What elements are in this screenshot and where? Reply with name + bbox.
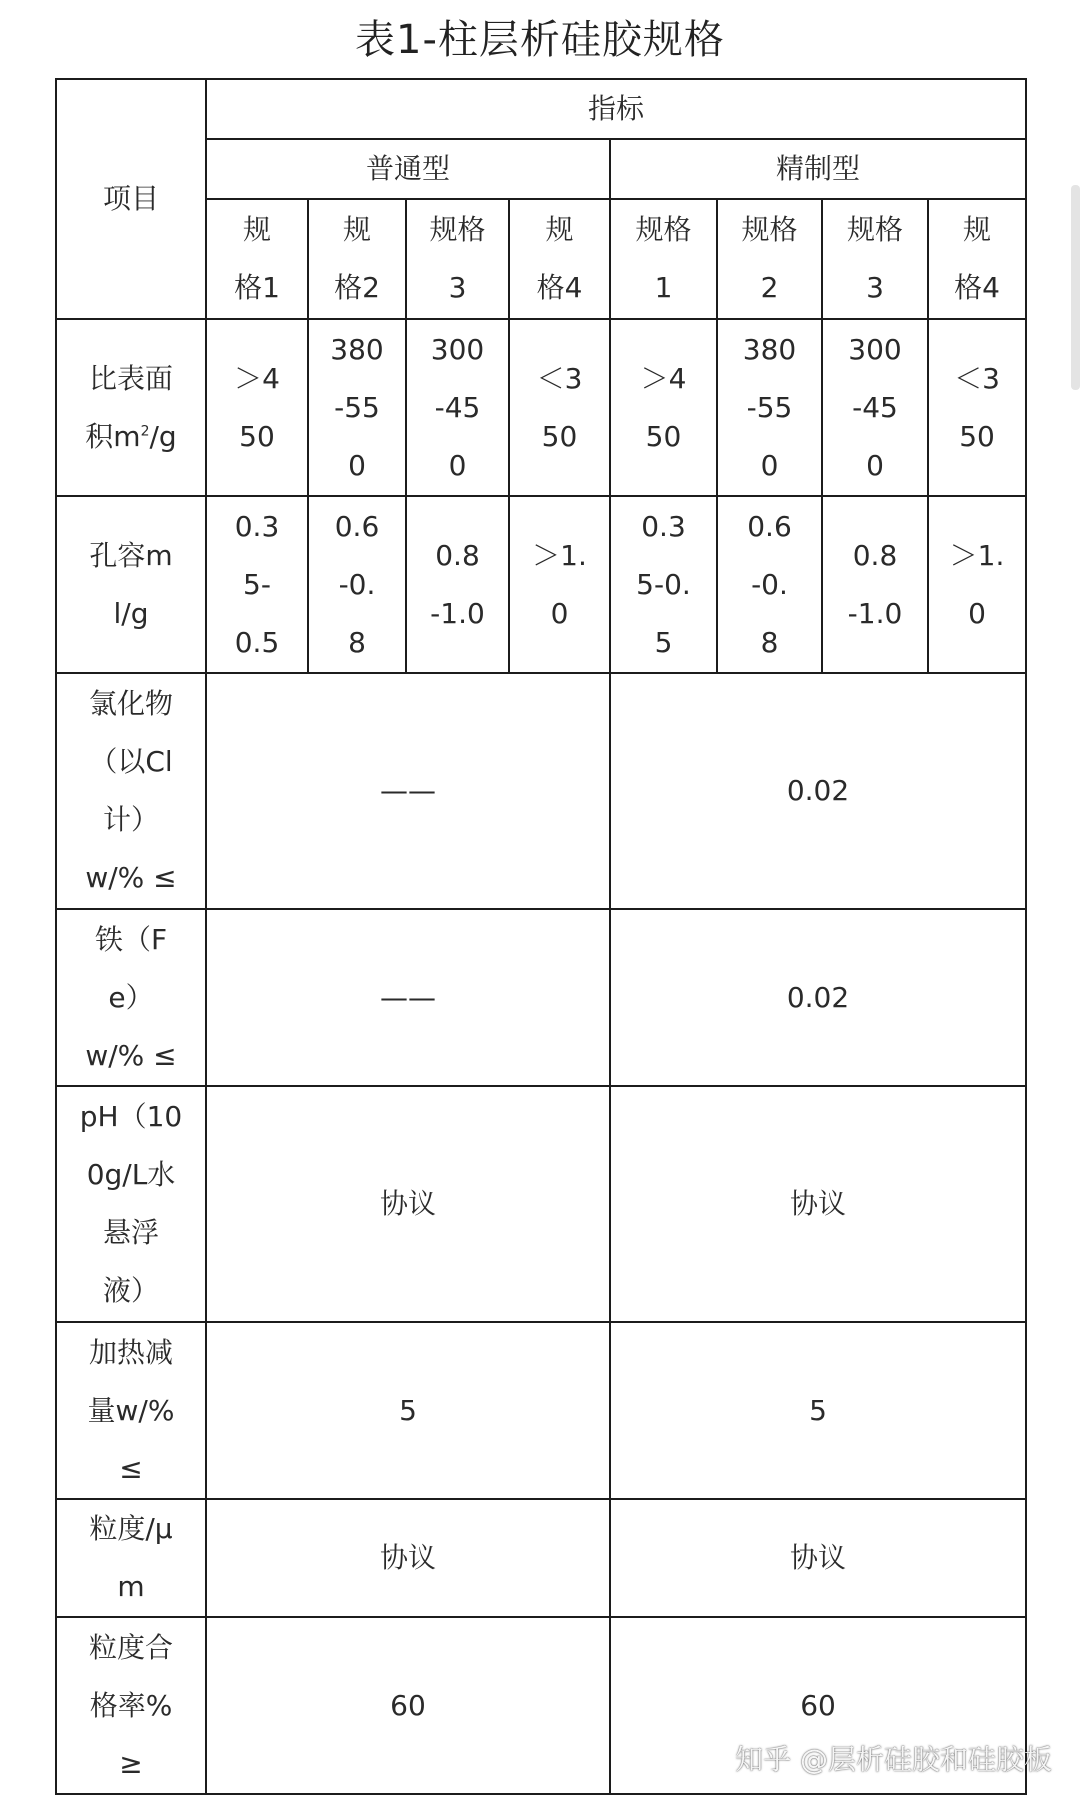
spec-header-cell: 规格 2 — [717, 199, 822, 319]
refined-value-cell: 5 — [610, 1322, 1026, 1499]
header-row-1 — [56, 79, 1026, 139]
ph-row — [56, 1086, 1026, 1322]
item-header: 项目 — [56, 79, 206, 319]
value-cell: 0.8 -1.0 — [822, 496, 928, 673]
chloride-row — [56, 673, 1026, 909]
row-label-chloride: 氯化物 （以Cl 计） w/% ≤ — [56, 673, 206, 909]
spec-header-cell: 规格 1 — [610, 199, 717, 319]
value-cell: 0.3 5-0. 5 — [610, 496, 717, 673]
group-refined-header: 精制型 — [610, 139, 1026, 199]
value-cell: ＜3 50 — [928, 319, 1026, 496]
refined-value-cell: 协议 — [610, 1086, 1026, 1322]
spec-header-cell: 规 格4 — [509, 199, 610, 319]
superscript: 2 — [140, 423, 150, 440]
value-cell: 0.3 5- 0.5 — [206, 496, 308, 673]
surface-area-row — [56, 319, 1026, 496]
page-title: 表1-柱层析硅胶规格 — [355, 17, 725, 63]
row-label-iron: 铁（F e） w/% ≤ — [56, 909, 206, 1086]
spec-header-cell: 规 格2 — [308, 199, 406, 319]
regular-value-cell: —— — [206, 909, 610, 1086]
value-cell: 380 -55 0 — [717, 319, 822, 496]
spec-header-cell: 规 格1 — [206, 199, 308, 319]
label-text: /g — [149, 419, 177, 453]
value-cell: 0.6 -0. 8 — [308, 496, 406, 673]
value-cell: ＞1. 0 — [928, 496, 1026, 673]
iron-row — [56, 909, 1026, 1086]
regular-value-cell: —— — [206, 673, 610, 909]
refined-value-cell: 0.02 — [610, 909, 1026, 1086]
value-cell: ＜3 50 — [509, 319, 610, 496]
particle-size-row — [56, 1499, 1026, 1617]
regular-value-cell: 协议 — [206, 1499, 610, 1617]
row-label-surface-area — [56, 319, 206, 496]
regular-value-cell: 协议 — [206, 1086, 610, 1322]
row-label-ph: pH（10 0g/L水 悬浮 液） — [56, 1086, 206, 1322]
row-label-particle-pass: 粒度合 格率% ≥ — [56, 1617, 206, 1794]
value-cell: ＞4 50 — [206, 319, 308, 496]
row-label-pore-volume: 孔容m l/g — [56, 496, 206, 673]
indicator-header: 指标 — [206, 79, 1026, 139]
value-cell: 300 -45 0 — [822, 319, 928, 496]
label-text: 比表面 积m — [85, 361, 173, 453]
group-regular-header: 普通型 — [206, 139, 610, 199]
row-label-heating-loss: 加热减 量w/% ≤ — [56, 1322, 206, 1499]
regular-value-cell: 5 — [206, 1322, 610, 1499]
row-label-particle-size: 粒度/μ m — [56, 1499, 206, 1617]
spec-header-cell: 规格 3 — [822, 199, 928, 319]
spec-table — [55, 78, 1027, 1795]
pore-volume-row — [56, 496, 1026, 673]
value-cell: 0.6 -0. 8 — [717, 496, 822, 673]
value-cell: 300 -45 0 — [406, 319, 509, 496]
value-cell: 380 -55 0 — [308, 319, 406, 496]
refined-value-cell: 60 — [610, 1617, 1026, 1794]
refined-value-cell: 协议 — [610, 1499, 1026, 1617]
refined-value-cell: 0.02 — [610, 673, 1026, 909]
value-cell: 0.8 -1.0 — [406, 496, 509, 673]
value-cell: ＞1. 0 — [509, 496, 610, 673]
watermark: 知乎 @层析硅胶和硅胶板 — [735, 1743, 1052, 1776]
scrollbar-thumb[interactable] — [1071, 185, 1080, 390]
heating-loss-row — [56, 1322, 1026, 1499]
spec-header-cell: 规 格4 — [928, 199, 1026, 319]
regular-value-cell: 60 — [206, 1617, 610, 1794]
value-cell: ＞4 50 — [610, 319, 717, 496]
spec-header-cell: 规格 3 — [406, 199, 509, 319]
